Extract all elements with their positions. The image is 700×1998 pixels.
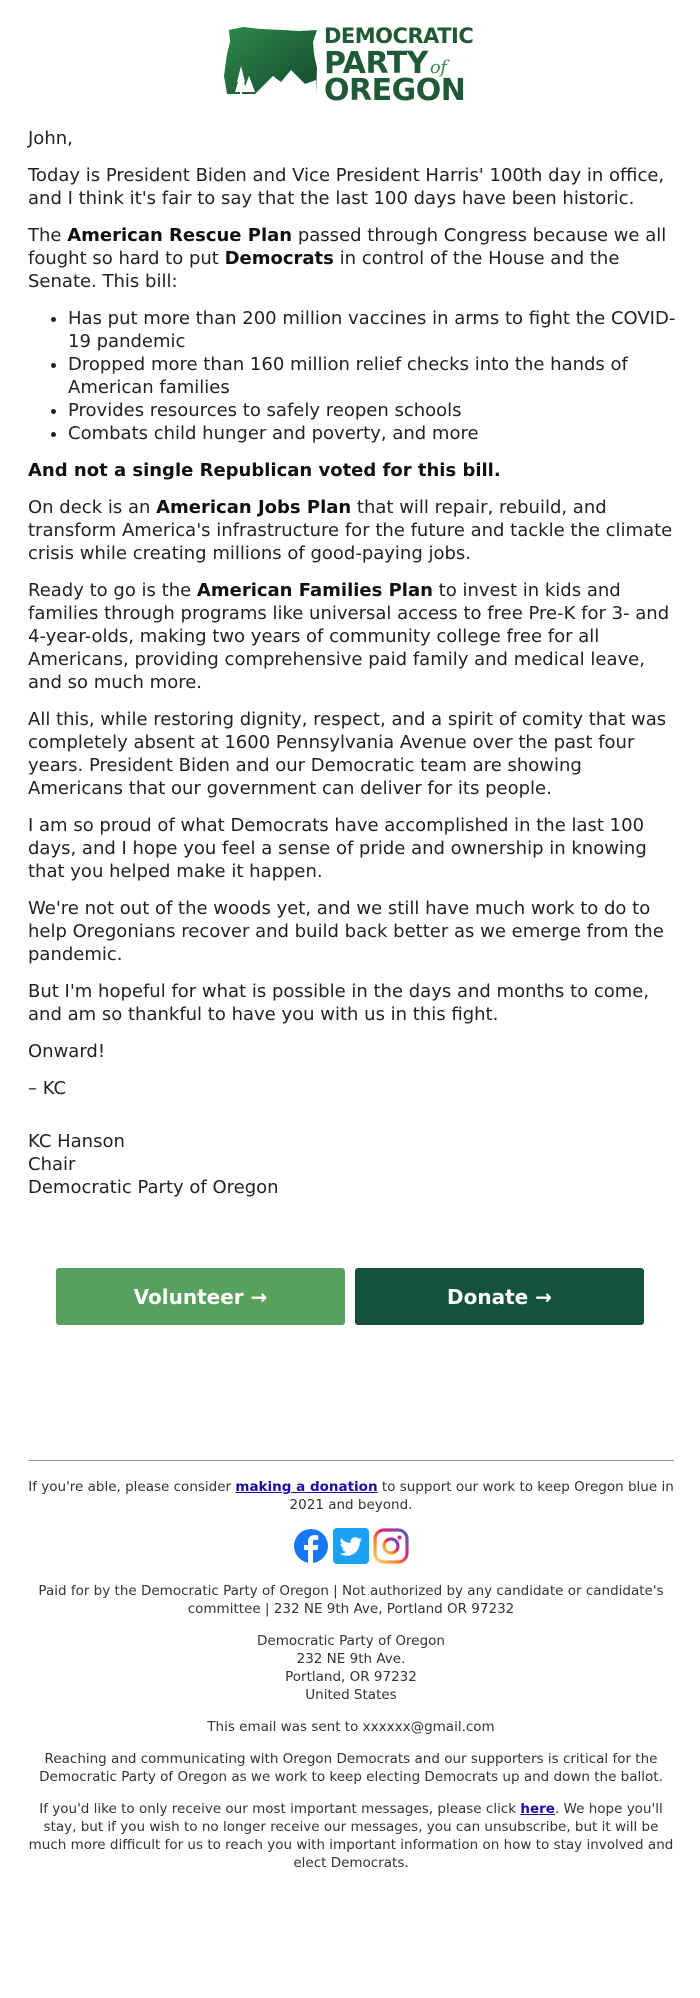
preferences-link[interactable]: here [520, 1801, 555, 1817]
oregon-map-icon [221, 24, 319, 98]
paragraph-hopeful: But I'm hopeful for what is possible in the days and months to come, and am so thankful to have you with us in this fight. [28, 981, 650, 1025]
address-city: Portland, OR 97232 [285, 1669, 417, 1685]
bill-accomplishments-list [28, 307, 676, 445]
cta-buttons [56, 1268, 644, 1325]
donate-button[interactable]: Donate → [355, 1268, 644, 1325]
address-org: Democratic Party of Oregon [257, 1633, 445, 1649]
logo-party: PARTY [324, 46, 428, 81]
signature-title: Chair [28, 1154, 76, 1175]
families-plan-emphasis: American Families Plan [196, 580, 433, 601]
social-links [28, 1528, 674, 1568]
sent-to-notice: This email was sent to xxxxxx@gmail.com [207, 1719, 495, 1735]
paid-for-disclaimer: Paid for by the Democratic Party of Oregon | Not authorized by any candidate or candidate's committee | 232 NE 9th Ave, Portland OR 97232 [38, 1583, 664, 1617]
address-street: 232 NE 9th Ave. [296, 1651, 406, 1667]
volunteer-button[interactable]: Volunteer → [56, 1268, 345, 1325]
communication-note: Reaching and communicating with Oregon Democrats and our supporters is critical for the Democratic Party of Oregon as we work to keep electing Democrats up and down the ballot. [39, 1751, 663, 1785]
facebook-icon[interactable] [293, 1528, 329, 1564]
list-item: • Dropped more than 160 million relief checks into the hands of American families [68, 353, 676, 399]
paragraph-100-days: Today is President Biden and Vice President Harris' 100th day in office, and I think it's fair to say that the last 100 days have been historic. [28, 165, 665, 209]
bold-statement: And not a single Republican voted for this bill. [28, 460, 501, 481]
dpo-logo[interactable] [221, 24, 474, 108]
greeting: John, [28, 128, 73, 149]
email-footer [28, 1478, 674, 1886]
paragraph-jobs-plan: On deck is an American Jobs Plan that will repair, rebuild, and transform America's infrastructure for the future and tackle the climate crisis while creating millions of good-paying jobs. [28, 497, 673, 564]
logo-wordmark [324, 26, 473, 106]
democrats-emphasis: Democrats [224, 248, 334, 269]
list-item: • Provides resources to safely reopen schools [68, 399, 676, 422]
paragraph-proud: I am so proud of what Democrats have accomplished in the last 100 days, and I hope you feel a sense of pride and ownership in knowing that you helped make it happen. [28, 815, 647, 882]
signature-block [28, 1130, 676, 1199]
footer-divider [28, 1460, 674, 1461]
logo-line-3: OREGON [324, 73, 466, 108]
paragraph-rescue-plan: The American Rescue Plan passed through Congress because we all fought so hard to put Democrats in control of the House and the Senate. This bill: [28, 225, 667, 292]
jobs-plan-emphasis: American Jobs Plan [156, 497, 352, 518]
initials: – KC [28, 1078, 67, 1099]
paragraph-families-plan: Ready to go is the American Families Plan to invest in kids and families through programs like universal access to free Pre-K for 3- and 4-year-olds, making two years of community college free for all Americans, providing comprehensive paid family and medical leave, and so much more. [28, 580, 670, 693]
paragraph-dignity: All this, while restoring dignity, respect, and a spirit of comity that was completely absent at 1600 Pennsylvania Avenue over the past four years. President Biden and our Democratic team are showing Americans that our government can deliver for its people. [28, 709, 667, 799]
email-header [0, 18, 700, 108]
signature-org: Democratic Party of Oregon [28, 1177, 279, 1198]
mailing-address [28, 1632, 674, 1704]
email-body [28, 127, 676, 1213]
logo-line-1: DEMOCRATIC [324, 24, 474, 48]
list-item: • Combats child hunger and poverty, and more [68, 422, 676, 445]
address-country: United States [305, 1687, 397, 1703]
list-item: • Has put more than 200 million vaccines in arms to fight the COVID-19 pandemic [68, 307, 676, 353]
unsubscribe-note: If you'd like to only receive our most important messages, please click here. We hope you'll stay, but if you wish to no longer receive our messages, you can unsubscribe, but it will be much more difficult for us to reach you with important information on how to stay involved and elect Democrats. [28, 1801, 674, 1871]
donation-link[interactable]: making a donation [235, 1479, 378, 1495]
logo-of: of [429, 57, 447, 78]
twitter-icon[interactable] [333, 1528, 369, 1564]
donation-appeal: If you're able, please consider making a donation to support our work to keep Oregon blue in 2021 and beyond. [28, 1479, 674, 1513]
closing: Onward! [28, 1041, 106, 1062]
rescue-plan-emphasis: American Rescue Plan [67, 225, 293, 246]
instagram-icon[interactable] [373, 1528, 409, 1564]
signature-name: KC Hanson [28, 1131, 125, 1152]
paragraph-work-ahead: We're not out of the woods yet, and we still have much work to do to help Oregonians recover and build back better as we emerge from the pandemic. [28, 898, 664, 965]
